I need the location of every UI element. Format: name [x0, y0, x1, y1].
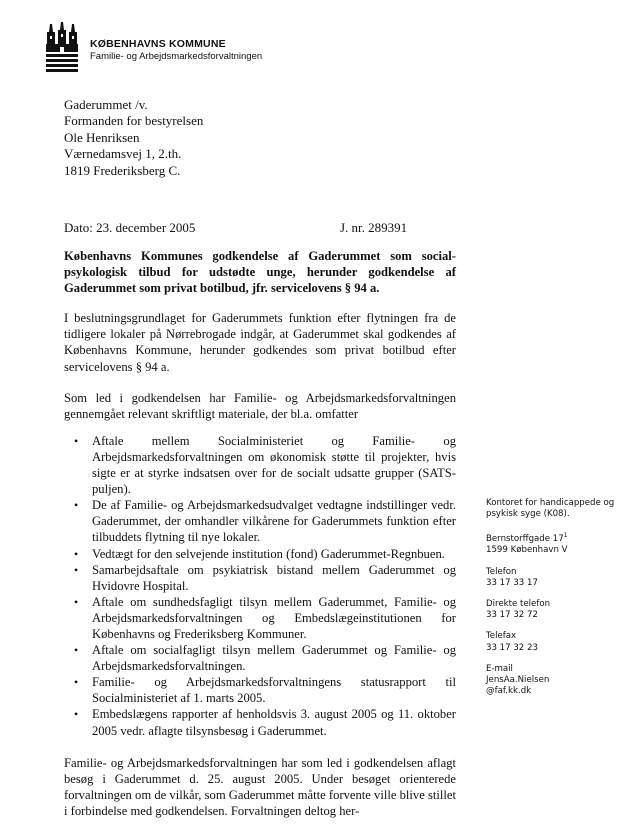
fax-block [486, 631, 636, 653]
list-item: • Aftale mellem Socialministeriet og Familie- og Arbejdsmarkedsforvaltningen om økonomisk støtte til projekter, hvis sigte er at styrke indsatsen over for de socialt udsatte grupper (SATS-puljen). [64, 433, 456, 497]
list-item: • Embedslægens rapporter af henholdsvis 3. august 2005 og 11. oktober 2005 vedr. aflagte tilsynsbesøg i Gaderummet. [64, 706, 456, 738]
phone-block [486, 567, 636, 589]
email-label: E-mail [486, 663, 513, 674]
letter-body [64, 248, 456, 834]
contact-sidebar [486, 498, 636, 708]
address-line: 1819 Frederiksberg C. [64, 162, 181, 178]
fax-label: Telefax [486, 631, 517, 642]
email-user: JensAa.Nielsen [486, 675, 550, 686]
list-item: • De af Familie- og Arbejdsmarkedsudvalget vedtagne indstillinger vedr. Gaderummet, der omhandler vilkårene for Gaderummets funktion efter tilbuddets flytning til nye lokaler. [64, 497, 456, 545]
department-name: Familie- og Arbejdsmarkedsforvaltningen [90, 51, 263, 62]
materials-list [64, 433, 456, 739]
list-item: • Aftale om sundhedsfagligt tilsyn mellem Gaderummet, Familie- og Arbejdsmarkedsforvaltningen og Embedslægeinstitutionen for Københavns og Frederiksberg Kommuner. [64, 594, 456, 642]
office-address [486, 530, 636, 556]
phone-number: 33 17 33 17 [486, 577, 538, 588]
address-line: Værnedamsvej 1, 2.th. [64, 146, 182, 162]
street-superscript: 1 [563, 532, 568, 540]
email-block [486, 664, 636, 698]
direct-phone-number: 33 17 32 72 [486, 610, 538, 621]
list-item: • Samarbejdsaftale om psykiatrisk bistand mellem Gaderummet og Hvidovre Hospital. [64, 562, 456, 594]
direct-phone-label: Direkte telefon [486, 599, 551, 610]
organization-header [90, 38, 262, 62]
journal-number: J. nr. 289391 [340, 220, 408, 235]
list-item: • Familie- og Arbejdsmarkedsforvaltningens statusrapport til Socialministeriet af 1. marts 2005. [64, 674, 456, 706]
address-line: Gaderummet /v. [64, 97, 148, 112]
address-line: Formanden for bestyrelsen [64, 113, 204, 129]
office-name: Kontoret for handicappede og psykisk syge (K08). [486, 498, 615, 520]
copenhagen-coat-of-arms-icon [44, 22, 80, 76]
organization-name: KØBENHAVNS KOMMUNE [90, 38, 226, 50]
street-name: Bernstorffgade 17 [486, 534, 564, 545]
fax-number: 33 17 32 23 [486, 642, 538, 653]
paragraph-intro: I beslutningsgrundlaget for Gaderummets funktion efter flytningen fra de tidligere lokaler på Nørrebrogade indgår, at Gaderummet skal godkendes af Københavns Kommune, herunder godkendes som privat botilbud efter servicelovens § 94 a. [64, 311, 456, 374]
list-item: • Aftale om socialfagligt tilsyn mellem Gaderummet og Familie- og Arbejdsmarkedsforvaltningen. [64, 642, 456, 674]
letter-subject: Københavns Kommunes godkendelse af Gaderummet som social-psykologisk tilbud for udstødte unge, herunder godkendelse af Gaderummet som privat botilbud, jfr. servicelovens § 94 a. [64, 249, 456, 296]
paragraph-visit: Familie- og Arbejdsmarkedsforvaltningen har som led i godkendelsen aflagt besøg i Gaderummet d. 25. august 2005. Under besøget orienterede forvaltningen om de vilkår, som Gaderummet måtte forvente ville blive stillet i forbindelse med godkendelsen. Forvaltningen deltog her- [64, 755, 456, 818]
letter-date: Dato: 23. december 2005 [64, 220, 196, 235]
email-domain: @faf.kk.dk [486, 686, 532, 697]
direct-phone-block [486, 599, 636, 621]
paragraph-materials-intro: Som led i godkendelsen har Familie- og Arbejdsmarkedsforvaltningen gennemgået relevant skriftligt materiale, der bl.a. omfatter [64, 390, 456, 421]
phone-label: Telefon [486, 566, 517, 577]
recipient-address [64, 97, 203, 179]
address-line: Ole Henriksen [64, 129, 140, 145]
list-item: • Vedtægt for den selvejende institution (fond) Gaderummet-Regnbuen. [64, 546, 456, 562]
city-line: 1599 København V [486, 545, 568, 556]
street-address [486, 530, 636, 545]
